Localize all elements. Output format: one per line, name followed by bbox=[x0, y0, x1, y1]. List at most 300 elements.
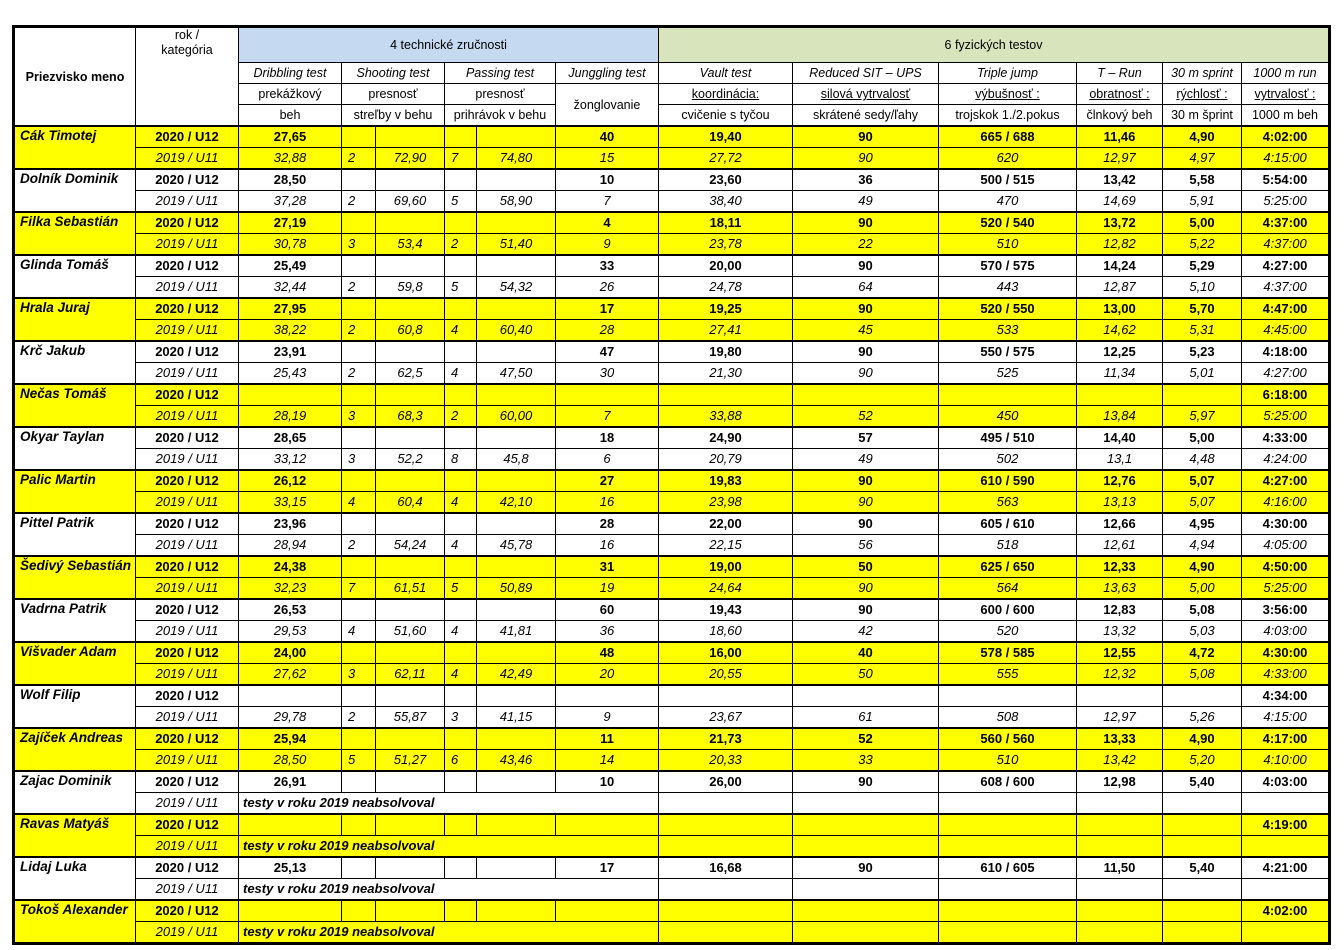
result-cell: 450 bbox=[939, 406, 1077, 428]
result-cell bbox=[342, 298, 376, 320]
player-name: Cák Timotej bbox=[14, 126, 136, 169]
result-cell: 5:25:00 bbox=[1242, 191, 1330, 213]
result-cell bbox=[556, 900, 659, 922]
player-name: Hrala Juraj bbox=[14, 298, 136, 341]
result-cell: 4:19:00 bbox=[1242, 814, 1330, 836]
year-category: 2019 / U11 bbox=[136, 664, 239, 686]
year-category: 2020 / U12 bbox=[136, 427, 239, 449]
result-cell bbox=[1163, 900, 1242, 922]
test-name-8: 30 m sprint bbox=[1163, 63, 1242, 84]
year-category: 2020 / U12 bbox=[136, 126, 239, 148]
result-cell: 608 / 600 bbox=[939, 771, 1077, 793]
result-cell: 4:30:00 bbox=[1242, 513, 1330, 535]
result-cell bbox=[445, 384, 477, 406]
result-cell bbox=[1242, 836, 1330, 858]
result-cell: 12,87 bbox=[1077, 277, 1163, 299]
result-cell: 4 bbox=[445, 621, 477, 643]
result-cell bbox=[445, 427, 477, 449]
result-cell bbox=[342, 341, 376, 363]
result-cell bbox=[793, 836, 939, 858]
result-cell: 36 bbox=[556, 621, 659, 643]
result-cell: 52 bbox=[793, 728, 939, 750]
result-cell: 6:18:00 bbox=[1242, 384, 1330, 406]
result-cell: 38,40 bbox=[659, 191, 793, 213]
result-cell: 600 / 600 bbox=[939, 599, 1077, 621]
result-cell bbox=[477, 126, 556, 148]
result-cell: 21,30 bbox=[659, 363, 793, 385]
result-cell bbox=[477, 599, 556, 621]
result-cell: 5,00 bbox=[1163, 427, 1242, 449]
result-cell: 32,44 bbox=[239, 277, 342, 299]
result-cell: 24,64 bbox=[659, 578, 793, 600]
result-cell: 90 bbox=[793, 148, 939, 170]
result-cell: 90 bbox=[793, 126, 939, 148]
result-cell bbox=[445, 513, 477, 535]
test-desc1-0: prekážkový bbox=[239, 84, 342, 105]
result-cell: 665 / 688 bbox=[939, 126, 1077, 148]
result-cell: 13,32 bbox=[1077, 621, 1163, 643]
result-cell: 90 bbox=[793, 363, 939, 385]
result-cell: 4:33:00 bbox=[1242, 664, 1330, 686]
result-cell: 28,65 bbox=[239, 427, 342, 449]
result-cell: 51,40 bbox=[477, 234, 556, 256]
result-cell: 90 bbox=[793, 513, 939, 535]
result-cell bbox=[939, 814, 1077, 836]
year-category: 2019 / U11 bbox=[136, 320, 239, 342]
result-cell bbox=[1077, 814, 1163, 836]
result-cell: 2 bbox=[342, 277, 376, 299]
result-cell: 13,00 bbox=[1077, 298, 1163, 320]
result-cell: 24,00 bbox=[239, 642, 342, 664]
result-cell: 50,89 bbox=[477, 578, 556, 600]
player-name: Glinda Tomáš bbox=[14, 255, 136, 298]
test-desc2-5: skrátené sedy/ľahy bbox=[793, 105, 939, 127]
result-cell: 4 bbox=[556, 212, 659, 234]
result-cell bbox=[793, 879, 939, 901]
header-group-technical: 4 technické zručnosti bbox=[239, 27, 659, 63]
result-cell: 4:18:00 bbox=[1242, 341, 1330, 363]
result-cell bbox=[445, 212, 477, 234]
result-cell: 45 bbox=[793, 320, 939, 342]
result-cell bbox=[477, 556, 556, 578]
player-row-2020 bbox=[14, 341, 1330, 363]
result-cell bbox=[445, 857, 477, 879]
result-cell: 5,00 bbox=[1163, 578, 1242, 600]
result-cell: 48 bbox=[556, 642, 659, 664]
result-cell: 90 bbox=[793, 771, 939, 793]
result-cell bbox=[1077, 879, 1163, 901]
result-cell: 16,00 bbox=[659, 642, 793, 664]
result-cell bbox=[477, 169, 556, 191]
result-cell bbox=[445, 642, 477, 664]
result-cell bbox=[1077, 685, 1163, 707]
result-cell: 5:54:00 bbox=[1242, 169, 1330, 191]
player-row-2019 bbox=[14, 148, 1330, 170]
result-cell: 13,42 bbox=[1077, 169, 1163, 191]
year-category: 2019 / U11 bbox=[136, 191, 239, 213]
result-cell: 533 bbox=[939, 320, 1077, 342]
result-cell bbox=[376, 169, 445, 191]
result-cell: 2 bbox=[445, 234, 477, 256]
test-desc1-6: výbušnosť : bbox=[939, 84, 1077, 105]
result-cell: 60 bbox=[556, 599, 659, 621]
result-cell: 5:25:00 bbox=[1242, 406, 1330, 428]
result-cell: 2 bbox=[342, 363, 376, 385]
result-cell: 4:30:00 bbox=[1242, 642, 1330, 664]
result-cell: 12,55 bbox=[1077, 642, 1163, 664]
result-cell bbox=[1163, 384, 1242, 406]
result-cell: 3 bbox=[342, 406, 376, 428]
result-cell: 18,60 bbox=[659, 621, 793, 643]
result-cell: 5:25:00 bbox=[1242, 578, 1330, 600]
result-cell bbox=[477, 427, 556, 449]
result-cell: 60,4 bbox=[376, 492, 445, 514]
result-cell bbox=[1242, 922, 1330, 944]
result-cell: 4:50:00 bbox=[1242, 556, 1330, 578]
result-cell bbox=[376, 900, 445, 922]
year-category: 2020 / U12 bbox=[136, 728, 239, 750]
result-cell: 38,22 bbox=[239, 320, 342, 342]
year-category: 2020 / U12 bbox=[136, 556, 239, 578]
result-cell: 14,24 bbox=[1077, 255, 1163, 277]
header-year bbox=[136, 27, 239, 127]
result-cell: 508 bbox=[939, 707, 1077, 729]
year-category: 2020 / U12 bbox=[136, 341, 239, 363]
result-cell: 90 bbox=[793, 298, 939, 320]
result-cell: 25,94 bbox=[239, 728, 342, 750]
year-category: 2019 / U11 bbox=[136, 363, 239, 385]
result-cell: 16,68 bbox=[659, 857, 793, 879]
result-cell bbox=[939, 384, 1077, 406]
result-cell: 510 bbox=[939, 750, 1077, 772]
year-category: 2019 / U11 bbox=[136, 793, 239, 815]
result-cell: 20,55 bbox=[659, 664, 793, 686]
result-cell: 18 bbox=[556, 427, 659, 449]
result-cell: 29,78 bbox=[239, 707, 342, 729]
player-row-2019 bbox=[14, 191, 1330, 213]
result-cell: 13,13 bbox=[1077, 492, 1163, 514]
result-cell: 90 bbox=[793, 492, 939, 514]
result-cell: 550 / 575 bbox=[939, 341, 1077, 363]
player-row-2020 bbox=[14, 126, 1330, 148]
result-cell bbox=[477, 685, 556, 707]
result-cell: 610 / 590 bbox=[939, 470, 1077, 492]
result-cell bbox=[1077, 922, 1163, 944]
result-cell bbox=[376, 298, 445, 320]
result-cell bbox=[342, 857, 376, 879]
result-cell bbox=[445, 298, 477, 320]
result-cell: 12,97 bbox=[1077, 148, 1163, 170]
result-cell: 4:27:00 bbox=[1242, 470, 1330, 492]
year-category: 2019 / U11 bbox=[136, 449, 239, 471]
result-cell: 5,01 bbox=[1163, 363, 1242, 385]
result-cell bbox=[376, 814, 445, 836]
test-desc1-4: koordinácia: bbox=[659, 84, 793, 105]
result-cell bbox=[445, 814, 477, 836]
result-cell: 23,96 bbox=[239, 513, 342, 535]
player-name: Dolník Dominik bbox=[14, 169, 136, 212]
year-category: 2020 / U12 bbox=[136, 298, 239, 320]
result-cell bbox=[659, 793, 793, 815]
player-row-2019 bbox=[14, 750, 1330, 772]
year-category: 2020 / U12 bbox=[136, 169, 239, 191]
test-name-5: Reduced SIT – UPS bbox=[793, 63, 939, 84]
result-cell bbox=[1077, 793, 1163, 815]
result-cell: 5,29 bbox=[1163, 255, 1242, 277]
year-category: 2020 / U12 bbox=[136, 384, 239, 406]
result-cell: 28,19 bbox=[239, 406, 342, 428]
result-cell: 62,5 bbox=[376, 363, 445, 385]
year-category: 2020 / U12 bbox=[136, 513, 239, 535]
result-cell: 5,23 bbox=[1163, 341, 1242, 363]
not-tested-note: testy v roku 2019 neabsolvoval bbox=[239, 793, 659, 815]
result-cell: 45,8 bbox=[477, 449, 556, 471]
result-cell bbox=[1077, 900, 1163, 922]
result-cell: 5,40 bbox=[1163, 771, 1242, 793]
result-cell: 52 bbox=[793, 406, 939, 428]
result-cell: 5,03 bbox=[1163, 621, 1242, 643]
result-cell: 26,91 bbox=[239, 771, 342, 793]
result-cell: 51,27 bbox=[376, 750, 445, 772]
player-row-2019 bbox=[14, 449, 1330, 471]
player-row-2019 bbox=[14, 578, 1330, 600]
player-row-2019 bbox=[14, 707, 1330, 729]
result-cell bbox=[939, 685, 1077, 707]
result-cell: 2 bbox=[342, 535, 376, 557]
result-cell bbox=[477, 212, 556, 234]
results-body bbox=[14, 27, 1330, 944]
result-cell bbox=[445, 728, 477, 750]
result-cell: 13,42 bbox=[1077, 750, 1163, 772]
result-cell: 53,4 bbox=[376, 234, 445, 256]
result-cell bbox=[376, 857, 445, 879]
result-cell bbox=[376, 384, 445, 406]
result-cell: 4:03:00 bbox=[1242, 771, 1330, 793]
year-category: 2020 / U12 bbox=[136, 599, 239, 621]
result-cell: 45,78 bbox=[477, 535, 556, 557]
result-cell bbox=[556, 814, 659, 836]
test-desc2-9: 1000 m beh bbox=[1242, 105, 1330, 127]
result-cell: 5,22 bbox=[1163, 234, 1242, 256]
result-cell: 5,58 bbox=[1163, 169, 1242, 191]
result-cell: 578 / 585 bbox=[939, 642, 1077, 664]
year-category: 2020 / U12 bbox=[136, 212, 239, 234]
result-cell: 520 bbox=[939, 621, 1077, 643]
result-cell: 23,67 bbox=[659, 707, 793, 729]
result-cell: 74,80 bbox=[477, 148, 556, 170]
result-cell: 20,00 bbox=[659, 255, 793, 277]
result-cell: 12,83 bbox=[1077, 599, 1163, 621]
result-cell: 25,43 bbox=[239, 363, 342, 385]
result-cell bbox=[445, 255, 477, 277]
result-cell: 42,49 bbox=[477, 664, 556, 686]
result-cell: 26,12 bbox=[239, 470, 342, 492]
result-cell bbox=[477, 298, 556, 320]
player-row-2019 bbox=[14, 406, 1330, 428]
result-cell: 520 / 550 bbox=[939, 298, 1077, 320]
year-category: 2019 / U11 bbox=[136, 621, 239, 643]
result-cell: 33,15 bbox=[239, 492, 342, 514]
result-cell: 5 bbox=[445, 191, 477, 213]
test-desc1-8: rýchlosť : bbox=[1163, 84, 1242, 105]
result-cell: 14,69 bbox=[1077, 191, 1163, 213]
result-cell: 90 bbox=[793, 341, 939, 363]
result-cell: 5,20 bbox=[1163, 750, 1242, 772]
test-desc1-1: presnosť bbox=[342, 84, 445, 105]
result-cell bbox=[376, 685, 445, 707]
player-row-2020 bbox=[14, 857, 1330, 879]
result-cell: 54,24 bbox=[376, 535, 445, 557]
result-cell: 13,72 bbox=[1077, 212, 1163, 234]
result-cell: 28,94 bbox=[239, 535, 342, 557]
result-cell: 12,32 bbox=[1077, 664, 1163, 686]
result-cell: 5,08 bbox=[1163, 599, 1242, 621]
result-cell: 43,46 bbox=[477, 750, 556, 772]
test-desc1-2: presnosť bbox=[445, 84, 556, 105]
result-cell bbox=[793, 814, 939, 836]
result-cell: 29,53 bbox=[239, 621, 342, 643]
result-cell bbox=[477, 728, 556, 750]
year-category: 2020 / U12 bbox=[136, 642, 239, 664]
result-cell: 5 bbox=[445, 578, 477, 600]
result-cell: 5,31 bbox=[1163, 320, 1242, 342]
result-cell bbox=[477, 857, 556, 879]
result-cell: 16 bbox=[556, 492, 659, 514]
result-cell: 49 bbox=[793, 191, 939, 213]
result-cell: 4,90 bbox=[1163, 556, 1242, 578]
result-cell: 64 bbox=[793, 277, 939, 299]
result-cell: 22,00 bbox=[659, 513, 793, 535]
result-cell bbox=[342, 900, 376, 922]
result-cell: 502 bbox=[939, 449, 1077, 471]
result-cell: 7 bbox=[445, 148, 477, 170]
year-category: 2020 / U12 bbox=[136, 857, 239, 879]
result-cell: 4:24:00 bbox=[1242, 449, 1330, 471]
result-cell: 36 bbox=[793, 169, 939, 191]
result-cell: 4:03:00 bbox=[1242, 621, 1330, 643]
result-cell: 50 bbox=[793, 556, 939, 578]
result-cell: 3 bbox=[342, 234, 376, 256]
result-cell: 58,90 bbox=[477, 191, 556, 213]
player-row-2019 bbox=[14, 879, 1330, 901]
result-cell: 4:33:00 bbox=[1242, 427, 1330, 449]
result-cell: 28,50 bbox=[239, 750, 342, 772]
not-tested-note: testy v roku 2019 neabsolvoval bbox=[239, 879, 659, 901]
result-cell: 19,80 bbox=[659, 341, 793, 363]
result-cell bbox=[659, 814, 793, 836]
result-cell: 90 bbox=[793, 578, 939, 600]
result-cell: 10 bbox=[556, 169, 659, 191]
result-cell: 27,72 bbox=[659, 148, 793, 170]
result-cell bbox=[445, 771, 477, 793]
result-cell: 17 bbox=[556, 298, 659, 320]
year-category: 2019 / U11 bbox=[136, 879, 239, 901]
result-cell: 23,78 bbox=[659, 234, 793, 256]
result-cell: 4:15:00 bbox=[1242, 148, 1330, 170]
result-cell: 27,41 bbox=[659, 320, 793, 342]
result-cell: 563 bbox=[939, 492, 1077, 514]
result-cell bbox=[793, 922, 939, 944]
player-row-2019 bbox=[14, 363, 1330, 385]
result-cell: 4 bbox=[445, 492, 477, 514]
result-cell bbox=[445, 169, 477, 191]
year-category: 2019 / U11 bbox=[136, 836, 239, 858]
result-cell bbox=[445, 900, 477, 922]
result-cell: 12,82 bbox=[1077, 234, 1163, 256]
result-cell: 520 / 540 bbox=[939, 212, 1077, 234]
test-desc2-7: člnkový beh bbox=[1077, 105, 1163, 127]
player-name: Tokoš Alexander bbox=[14, 900, 136, 944]
header-year-line2: kategória bbox=[161, 43, 213, 57]
result-cell: 37,28 bbox=[239, 191, 342, 213]
result-cell: 22,15 bbox=[659, 535, 793, 557]
result-cell: 23,60 bbox=[659, 169, 793, 191]
result-cell: 4,48 bbox=[1163, 449, 1242, 471]
result-cell: 6 bbox=[556, 449, 659, 471]
result-cell: 60,40 bbox=[477, 320, 556, 342]
result-cell bbox=[376, 341, 445, 363]
result-cell bbox=[793, 384, 939, 406]
player-row-2020 bbox=[14, 642, 1330, 664]
player-row-2020 bbox=[14, 427, 1330, 449]
result-cell: 51,60 bbox=[376, 621, 445, 643]
player-row-2020 bbox=[14, 169, 1330, 191]
result-cell: 620 bbox=[939, 148, 1077, 170]
result-cell: 5,07 bbox=[1163, 492, 1242, 514]
result-cell bbox=[376, 470, 445, 492]
result-cell bbox=[239, 384, 342, 406]
result-cell: 28,50 bbox=[239, 169, 342, 191]
result-cell: 4:45:00 bbox=[1242, 320, 1330, 342]
result-cell: 4,90 bbox=[1163, 728, 1242, 750]
result-cell: 12,76 bbox=[1077, 470, 1163, 492]
result-cell: 13,1 bbox=[1077, 449, 1163, 471]
test-name-9: 1000 m run bbox=[1242, 63, 1330, 84]
result-cell bbox=[1163, 793, 1242, 815]
result-cell: 4:10:00 bbox=[1242, 750, 1330, 772]
result-cell: 19,25 bbox=[659, 298, 793, 320]
test-name-7: T – Run bbox=[1077, 63, 1163, 84]
result-cell: 4:47:00 bbox=[1242, 298, 1330, 320]
player-row-2020 bbox=[14, 771, 1330, 793]
result-cell: 12,33 bbox=[1077, 556, 1163, 578]
result-cell: 5 bbox=[445, 277, 477, 299]
result-cell: 26 bbox=[556, 277, 659, 299]
result-cell: 16 bbox=[556, 535, 659, 557]
test-name-6: Triple jump bbox=[939, 63, 1077, 84]
test-name-3: Junggling test bbox=[556, 63, 659, 84]
test-desc2-4: cvičenie s tyčou bbox=[659, 105, 793, 127]
test-desc2-6: trojskok 1./2.pokus bbox=[939, 105, 1077, 127]
result-cell: 47 bbox=[556, 341, 659, 363]
result-cell: 27,65 bbox=[239, 126, 342, 148]
result-cell: 564 bbox=[939, 578, 1077, 600]
result-cell: 7 bbox=[342, 578, 376, 600]
result-cell: 5,07 bbox=[1163, 470, 1242, 492]
result-cell: 90 bbox=[793, 470, 939, 492]
result-cell: 13,63 bbox=[1077, 578, 1163, 600]
result-cell bbox=[477, 384, 556, 406]
result-cell: 54,32 bbox=[477, 277, 556, 299]
result-cell: 24,38 bbox=[239, 556, 342, 578]
result-cell bbox=[376, 212, 445, 234]
result-cell: 14,62 bbox=[1077, 320, 1163, 342]
results-table bbox=[12, 25, 1331, 945]
result-cell bbox=[376, 556, 445, 578]
year-category: 2019 / U11 bbox=[136, 234, 239, 256]
player-name: Filka Sebastián bbox=[14, 212, 136, 255]
result-cell: 2 bbox=[445, 406, 477, 428]
